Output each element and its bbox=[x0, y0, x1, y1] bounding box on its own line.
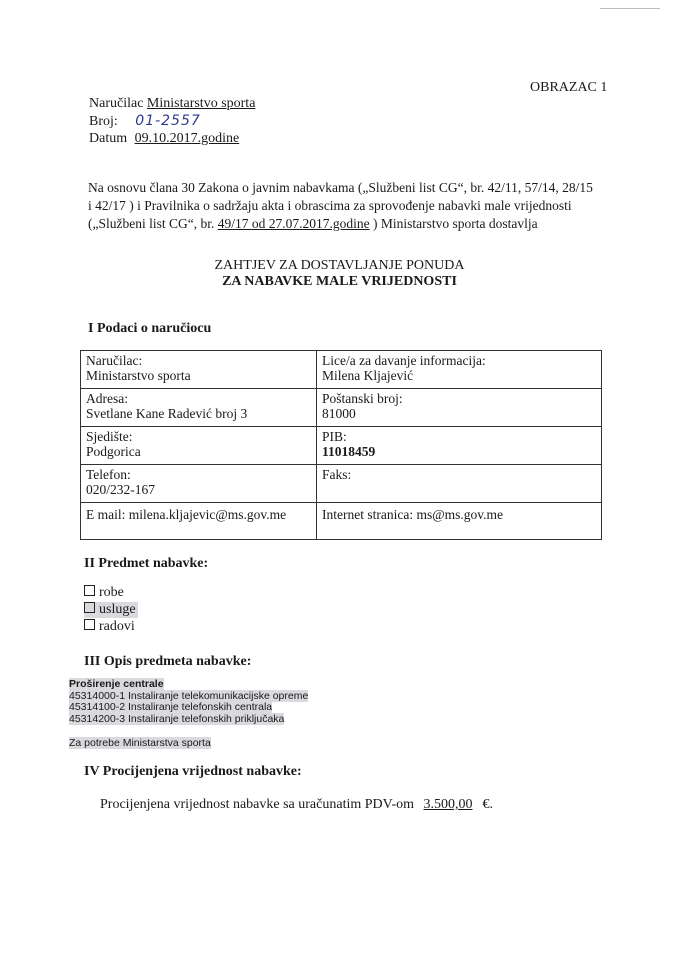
datum-value: 09.10.2017.godine bbox=[134, 131, 240, 146]
cell-label: Adresa: bbox=[86, 391, 128, 406]
intro-line-3-suffix: ) Ministarstvo sporta dostavlja bbox=[369, 216, 538, 231]
table-cell bbox=[317, 351, 602, 389]
cell-label: Faks: bbox=[322, 467, 352, 482]
table-cell bbox=[81, 427, 317, 465]
datum-line bbox=[89, 131, 257, 147]
cell-label: E mail: milena.kljajevic@ms.gov.me bbox=[86, 507, 287, 522]
cell-value: Podgorica bbox=[86, 444, 141, 459]
opis-line: Proširenje centrale bbox=[69, 678, 164, 690]
cell-label: Sjedište: bbox=[86, 429, 133, 444]
opis-note-wrap bbox=[69, 738, 211, 750]
opis-line: 45314200-3 Instaliranje telefonskih priključaka bbox=[69, 712, 285, 725]
title-line-1: ZAHTJEV ZA DOSTAVLJANJE PONUDA bbox=[214, 258, 465, 273]
broj-handwritten-value: 01-2557 bbox=[135, 113, 201, 129]
title-line-2: ZA NABAVKE MALE VRIJEDNOSTI bbox=[222, 274, 457, 289]
checkbox-usluge[interactable] bbox=[84, 602, 95, 613]
narucilac-prefix: Naručilac bbox=[89, 96, 144, 111]
form-label: OBRAZAC 1 bbox=[530, 80, 608, 95]
intro-line-2: i 42/17 ) i Pravilnika o sadržaju akta i obrascima za sprovođenje nabavki male vrijednosti bbox=[88, 198, 572, 213]
vrijednost-prefix: Procijenjena vrijednost nabavke sa uračunatim PDV-om bbox=[100, 797, 418, 812]
cell-label: Telefon: bbox=[86, 467, 131, 482]
table-row bbox=[81, 465, 602, 503]
opis-line: 45314100-2 Instaliranje telefonskih centrala bbox=[69, 701, 273, 713]
vrijednost-currency: €. bbox=[482, 797, 494, 812]
table-cell bbox=[81, 465, 317, 503]
option-usluge[interactable] bbox=[84, 602, 138, 618]
narucilac-line bbox=[89, 96, 255, 112]
opis-note: Za potrebe Ministarstva sporta bbox=[69, 737, 211, 749]
cell-label: Poštanski broj: bbox=[322, 391, 403, 406]
table-cell bbox=[81, 389, 317, 427]
checkbox-robe[interactable] bbox=[84, 585, 95, 596]
table-cell bbox=[317, 427, 602, 465]
broj-label: Broj: bbox=[89, 114, 118, 129]
option-label: radovi bbox=[99, 619, 135, 634]
intro-line-1: Na osnovu člana 30 Zakona o javnim nabavkama („Službeni list CG“, br. 42/11, 57/14, 28/15 bbox=[88, 180, 593, 195]
cell-label: Lice/a za davanje informacija: bbox=[322, 353, 486, 368]
table-row bbox=[81, 427, 602, 465]
cell-value: Milena Kljajević bbox=[322, 368, 414, 383]
cell-value: 020/232-167 bbox=[86, 482, 155, 497]
table-cell bbox=[317, 389, 602, 427]
table-cell bbox=[317, 465, 602, 503]
cell-label: Internet stranica: ms@ms.gov.me bbox=[322, 507, 504, 522]
scan-artifact bbox=[600, 8, 660, 9]
vrijednost-line bbox=[100, 797, 493, 813]
cell-value: 81000 bbox=[322, 406, 356, 421]
intro-line-3 bbox=[88, 216, 538, 232]
section-4-heading: IV Procijenjena vrijednost nabavke: bbox=[84, 764, 302, 779]
narucilac-info-table bbox=[80, 350, 602, 540]
cell-value: Svetlane Kane Radević broj 3 bbox=[86, 406, 248, 421]
table-row bbox=[81, 389, 602, 427]
table-row bbox=[81, 351, 602, 389]
table-cell bbox=[81, 503, 317, 540]
pib-value: 11018459 bbox=[322, 444, 376, 459]
option-label: usluge bbox=[99, 602, 136, 617]
option-radovi[interactable] bbox=[84, 619, 135, 635]
section-3-heading: III Opis predmeta nabavke: bbox=[84, 654, 252, 669]
table-cell bbox=[81, 351, 317, 389]
intro-line-3-ref: 49/17 od 27.07.2017.godine bbox=[217, 216, 370, 231]
cell-value: Ministarstvo sporta bbox=[86, 368, 191, 383]
checkbox-radovi[interactable] bbox=[84, 619, 95, 630]
opis-line: 45314000-1 Instaliranje telekomunikacijske opreme bbox=[69, 689, 309, 702]
section-2-heading: II Predmet nabavke: bbox=[84, 556, 209, 571]
intro-line-3-prefix: („Službeni list CG“, br. bbox=[88, 216, 218, 231]
opis-lines bbox=[69, 679, 308, 725]
vrijednost-amount: 3.500,00 bbox=[423, 797, 473, 812]
cell-label: Naručilac: bbox=[86, 353, 143, 368]
section-1-heading: I Podaci o naručiocu bbox=[88, 321, 212, 336]
table-cell bbox=[317, 503, 602, 540]
broj-line bbox=[89, 113, 201, 130]
option-label: robe bbox=[99, 585, 124, 600]
option-robe[interactable] bbox=[84, 585, 124, 601]
table-row bbox=[81, 503, 602, 540]
narucilac-value: Ministarstvo sporta bbox=[146, 96, 256, 111]
datum-label: Datum bbox=[89, 131, 128, 146]
cell-label: PIB: bbox=[322, 429, 347, 444]
